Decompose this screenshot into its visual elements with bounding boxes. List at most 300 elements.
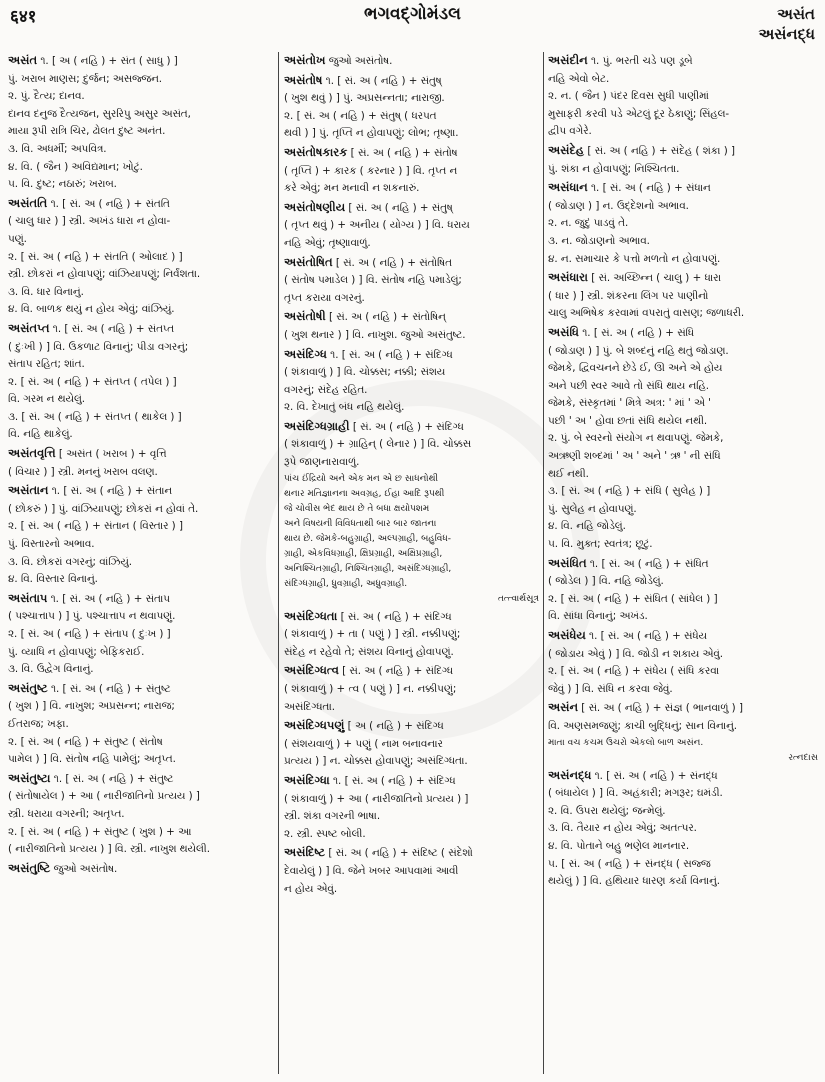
entry-headword: અસંતોષણીય — [284, 199, 346, 214]
entry-line — [548, 360, 818, 378]
entry-line — [8, 159, 274, 177]
entry-line — [548, 215, 818, 233]
entry-text: ( છોકરું ) ] પું. વાંઝિયાપણું; છોકરાં ન હોવાં તે. — [8, 502, 199, 515]
dictionary-entry — [548, 699, 818, 765]
entry-headword: અસંતોખ — [284, 53, 326, 67]
dictionary-entry — [8, 320, 274, 444]
entry-text: જેમકે, સંસ્કૃતમાં ' મિત્રે અત્ર: ' માં ' એ ' — [548, 397, 711, 410]
column-3 — [548, 52, 818, 1074]
entry-text: ( ચાલુ ધાર ) ] સ્ત્રી. અખંડ ધારા ન હોવા- — [8, 215, 171, 228]
entry-text: અને પછી સ્વર આવે તો સંધિ થાય નહિ. — [548, 379, 710, 392]
entry-headword: અસંતુષ્ટા — [8, 770, 51, 785]
entry-line — [548, 305, 818, 323]
entry-headword: અસંધિ — [548, 324, 579, 339]
entry-quotation: જે ચોવીસ ભેદ થાય છે તે બધા ક્ષયોપશમ — [284, 503, 430, 514]
entry-headword: અસંતતિ — [8, 195, 48, 210]
entry-line — [284, 199, 539, 218]
entry-text: પછી ' અ ' હોવા છતાં સંધિ થયેલ નથી. — [548, 414, 708, 427]
entry-text: જુઓ અસંતોષ. — [328, 55, 393, 67]
entry-headword: અસંતોષિત — [284, 254, 333, 269]
entry-text: સંતાપ રહિત; શાંત. — [8, 358, 85, 371]
entry-line — [548, 856, 818, 874]
entry-text: ઈતરાજ; ખફા. — [8, 717, 69, 730]
entry-text: ૨. [ સં. અ ( નહિ ) + સંતપ્ત ( તપેલ ) ] — [8, 375, 177, 388]
entry-headword: અસંત — [8, 53, 38, 67]
entry-text: ૧. [ સં. અ ( નહિ ) + સંધેય — [589, 630, 707, 642]
entry-text: ૧. [ સં. અ ( નહિ ) + સંતાન — [51, 485, 173, 498]
entry-quotation: અનિશ્ચિતગ્રાહી, નિશ્ચિતગ્રાહી, અસંદિગ્ધગ્રાહી, — [284, 563, 452, 574]
entry-text: ૧. [ સં. અ ( નહિ ) + સંતુષ્ — [325, 74, 442, 87]
entry-line — [284, 826, 539, 844]
dictionary-entry — [284, 52, 539, 71]
entry-line — [8, 106, 274, 124]
entry-line — [548, 646, 818, 664]
entry-text: વિ. નહિ થાકેલું. — [8, 428, 73, 441]
entry-text: ( જોડેલ ) ] વિ. નહિ જોડેલું. — [548, 575, 664, 588]
entry-line — [8, 195, 274, 214]
entry-headword: અસંદિગ્ધગ્રાહી — [284, 418, 350, 433]
entry-text: ૨. [ સં. અ ( નહિ ) + સંતુષ્ટ ( સંતોષ — [8, 735, 163, 748]
entry-line — [284, 699, 539, 717]
entry-text: [ અસંત ( ખરાબ ) + વૃત્તિ — [58, 448, 167, 461]
entry-line — [284, 144, 539, 163]
entry-text: [ સં. અચ્છિન્ન ( ચાલુ ) + ધારા — [591, 272, 722, 285]
entry-text: ૩. વિ. તૈયાર ન હોય એવું; અતત્પર. — [548, 822, 697, 835]
book-title: ભગવદ્ગોમંડલ — [364, 4, 461, 24]
entry-text: અઋણી શબ્દમાં ' અ ' અને ' ઋ ' ની સંધિ — [548, 450, 721, 463]
entry-text: ૨. [ સં. અ ( નહિ ) + સંતાન ( વિસ્તાર ) ] — [8, 520, 183, 533]
guide-word-first: અસંત — [777, 5, 815, 23]
entry-text: ( શંકાવાળું ) ] વિ. ચોક્કસ; નક્કી; સંશય — [284, 366, 446, 379]
entry-quotation: ગ્રાહી, એકવિધગ્રાહી, ક્ષિપ્રગ્રાહી, અક્ષિપ્રગ્રાહી, — [284, 548, 443, 559]
entry-line — [284, 235, 539, 253]
entry-line — [8, 788, 274, 806]
entry-text: ૨. [ સં. અ ( નહિ ) + સંતતિ ( ઓલાદ ) ] — [8, 250, 183, 263]
entry-line — [284, 52, 539, 71]
entry-line — [8, 284, 274, 302]
entry-text: [ સં. અ ( નહિ ) + સંતોષિન્ — [328, 311, 446, 324]
entry-text: ( બંધાયેલ ) ] વિ. અહંકારી; મગરૂર; ઘમંડી. — [548, 787, 723, 800]
dictionary-entry — [284, 346, 539, 417]
entry-line — [284, 90, 539, 108]
dictionary-entry — [284, 308, 539, 344]
entry-line — [548, 448, 818, 466]
entry-text: ૩. ન. જોડાણનો અભાવ. — [548, 234, 650, 247]
entry-line — [8, 176, 274, 194]
entry-line — [8, 860, 274, 879]
entry-text: ૩. [ સં. અ ( નહિ ) + સંતપ્ત ( થાકેલ ) ] — [8, 410, 182, 423]
dictionary-entry — [8, 590, 274, 679]
entry-text: ૧. [ સં. અ ( નહિ ) + સંધિ — [582, 326, 695, 339]
quotation-source: રત્નદાસ — [788, 752, 818, 763]
entry-text: ૨. પું. બે સ્વરનો સંયોગ ન થવાપણું. જેમકે, — [548, 432, 724, 445]
entry-headword: અસંદેહ — [548, 142, 585, 157]
entry-text: [ સં. અ ( નહિ ) + સંદિગ્ધ — [340, 610, 452, 623]
entry-text: ૪. વિ. બાળક થયું ન હોય એવું; વાંઝિયું. — [8, 303, 175, 316]
entry-text: ( ખુશ ) ] વિ. નાખુશ; અપ્રસન્ન; નારાજ; — [8, 700, 175, 713]
entry-line — [284, 418, 539, 437]
entry-line — [8, 608, 274, 626]
entry-text: કરે એવું; મન મનાવી ન શકનારું. — [284, 182, 420, 195]
entry-text: થઈ નથી. — [548, 467, 589, 480]
entry-line — [548, 591, 818, 609]
page-header — [0, 0, 825, 58]
entry-line — [548, 573, 818, 591]
entry-headword: અસંદિષ્ટ — [284, 845, 326, 860]
entry-text: વિ. સાંધા વિનાનું; અખંડ. — [548, 610, 648, 623]
entry-headword: અસંતવૃત્તિ — [8, 446, 56, 461]
entry-text: ( તૃપ્ત થવું ) + અનીય ( યોગ્ય ) ] વિ. ધરાય — [284, 219, 470, 232]
entry-line — [8, 501, 274, 519]
entry-line — [284, 436, 539, 454]
entry-line — [8, 661, 274, 679]
entry-text: ( શંકાવાળું ) + ત્વ ( પણું ) ] ન. નક્કીપણું; — [284, 683, 457, 696]
dictionary-entry — [548, 142, 818, 178]
entry-line — [8, 571, 274, 589]
entry-line — [284, 382, 539, 400]
entry-line — [8, 644, 274, 662]
entry-text: ( જોડાય એવું ) ] વિ. જોડી ન શકાય એવું. — [548, 647, 724, 660]
dictionary-entry — [284, 72, 539, 143]
entry-line — [8, 734, 274, 752]
entry-line — [8, 52, 274, 71]
entry-line — [284, 808, 539, 826]
entry-line — [8, 391, 274, 409]
column-1 — [8, 52, 274, 1074]
entry-line — [548, 288, 818, 306]
entry-line — [8, 554, 274, 572]
entry-text: ( વિચાર ) ] સ્ત્રી. મનનું ખરાબ વલણ. — [8, 465, 158, 478]
entry-text: વિ. ગરમ ન થયેલું. — [8, 393, 86, 406]
guide-word-last: અસંનદ્ધ — [758, 25, 815, 43]
entry-line — [284, 454, 539, 472]
entry-text: ૫. [ સં. અ ( નહિ ) + સંનદ્ધ ( સજ્જ — [548, 857, 711, 870]
entry-text: ૧. [ સં. અ ( નહિ ) + સંદિગ્ધ — [332, 775, 456, 787]
entry-line — [8, 482, 274, 501]
entry-line — [548, 483, 818, 501]
entry-line — [8, 751, 274, 769]
entry-text: [ સં. અ ( નહિ ) + સંદેહ ( શંકા ) ] — [587, 144, 736, 157]
entry-line — [548, 395, 818, 413]
entry-line — [548, 718, 818, 736]
entry-text: પું. વ્યાધિ ન હોવાપણું; બેફિકરાઈ. — [8, 645, 145, 658]
entry-text: સ્ત્રી. છોકરાં ન હોવાપણું; વાંઝિયાપણું; નિર્વંશતા. — [8, 268, 201, 281]
entry-line — [548, 198, 818, 216]
entry-text: સંદેહ ન રહેવો તે; સંશય વિનાનું હોવાપણું. — [284, 645, 454, 658]
entry-line — [548, 413, 818, 431]
entry-line — [284, 125, 539, 143]
entry-line — [8, 88, 274, 106]
dictionary-entry — [8, 770, 274, 859]
entry-line — [8, 626, 274, 644]
entry-text: ૨. ન. જુદું પાડવું તે. — [548, 217, 629, 230]
entry-line — [284, 717, 539, 736]
entry-headword: અસંદિગ્ધતા — [284, 608, 338, 623]
entry-text: [ સં. અ ( નહિ ) + સંદિગ્ધ — [352, 420, 464, 433]
entry-line — [284, 254, 539, 273]
entry-line — [8, 426, 274, 444]
entry-line — [8, 590, 274, 609]
entry-text: ( શંકાવાળું ) + તા ( પણું ) ] સ્ત્રી. નક્કીપણું; — [284, 628, 461, 641]
entry-text: ૨. [ સં. અ ( નહિ ) + સંતાપ ( દુઃખ ) ] — [8, 628, 171, 640]
dictionary-entry — [548, 627, 818, 698]
entry-line — [284, 662, 539, 681]
entry-line — [548, 767, 818, 786]
entry-headword: અસંતોષકારક — [284, 144, 348, 159]
entry-line — [8, 141, 274, 159]
entry-line — [8, 231, 274, 249]
entry-line — [548, 378, 818, 396]
entry-line — [8, 266, 274, 284]
entry-headword: અસંદિગ્ધપણું — [284, 718, 345, 733]
entry-line — [8, 320, 274, 339]
entry-line — [548, 820, 818, 838]
entry-line — [548, 88, 818, 106]
entry-text: વિ. અણસમજણું; કાચી બુદ્ધિનું; સાન વિનાનું. — [548, 719, 738, 732]
entry-text: ૧. [ સં. અ ( નહિ ) + સંતુષ્ટ — [50, 682, 171, 695]
entry-text: ( જોડાણ ) ] ન. ઉદ્દેશનો અભાવ. — [548, 199, 689, 212]
entry-text: ૫. વિ. દુષ્ટ; નઠારું; ખરાબ. — [8, 178, 117, 191]
entry-text: ૨. [ સં. અ ( નહિ ) + સંધેય ( સંધિ કરવા — [548, 665, 720, 678]
entry-line — [284, 626, 539, 644]
entry-line — [8, 518, 274, 536]
entry-text: ૧. પું. ભરતી ચડે પણ ડૂબે — [591, 55, 693, 67]
entry-line — [284, 644, 539, 662]
entry-text: ( તૃપ્તિ ) + કારક ( કરનાર ) ] વિ. તૃપ્ત ન — [284, 164, 458, 177]
entry-headword: અસંતોષ — [284, 72, 323, 87]
entry-headword: અસંતુષ્ટિ — [8, 860, 51, 875]
entry-line — [284, 108, 539, 126]
entry-line — [548, 699, 818, 718]
entry-headword: અસંન — [548, 700, 579, 715]
entry-line — [8, 409, 274, 427]
entry-text: ૪. વિ. વિસ્તાર વિનાનું. — [8, 573, 98, 586]
entry-text: પણું. — [8, 232, 27, 245]
entry-line — [284, 399, 539, 417]
dictionary-entry — [8, 680, 274, 769]
entry-line — [548, 501, 818, 519]
entry-line — [548, 518, 818, 536]
entry-line — [8, 716, 274, 734]
guide-words — [758, 4, 815, 44]
entry-text: થયેલું ) ] વિ. હથિયાર ધારણ કર્યા વિનાનું. — [548, 875, 721, 888]
entry-text: ન હોય એવું. — [284, 882, 338, 895]
entry-text: ૨. વિ. દેખાતું બંધ નહિ થયેલું. — [284, 401, 405, 414]
entry-line — [8, 536, 274, 554]
entry-line — [284, 180, 539, 198]
entry-text: ૨. ન. ( જૈન ) પંદર દિવસ સુધી પાણીમાં — [548, 90, 709, 103]
entry-line — [284, 753, 539, 771]
entry-text: ૧. [ સં. અ ( નહિ ) + સંધિત — [589, 557, 709, 570]
dictionary-entry — [284, 844, 539, 898]
entry-text: સ્ત્રી. ધરાયા વગરની; અતૃપ્ત. — [8, 807, 125, 820]
entry-quotation: થાય છે. જેમકે-બહુગ્રાહી, અલ્પગ્રાહી, બહુવિધ- — [284, 533, 451, 544]
entry-line — [8, 356, 274, 374]
entry-line — [548, 838, 818, 856]
entry-text: ૫. વિ. મુક્ત; સ્વતંત્ર; છૂટું. — [548, 538, 653, 551]
entry-text: સ્ત્રી. શંકા વગરની ભાષા. — [284, 810, 381, 823]
entry-headword: અસંધેય — [548, 628, 586, 642]
entry-text: જેવું ) ] વિ. સંધિ ન કરવા જેવું. — [548, 682, 673, 695]
entry-line — [284, 346, 539, 365]
entry-line — [548, 123, 818, 141]
entry-quotation: માતા વચ કચમ ઉચરો એકલો બાળ અસંન. — [548, 737, 704, 748]
entry-text: ૨. વિ. ઉપરા થયેલું; જન્મેલું. — [548, 804, 666, 817]
entry-line — [548, 466, 818, 484]
entry-line — [8, 841, 274, 859]
entry-text: ૪. વિ. પોતાને બહુ ભણેલ માનનાર. — [548, 839, 690, 852]
entry-line — [8, 249, 274, 267]
entry-text: ૧. [ સં. અ ( નહિ ) + સંદિગ્ધ — [330, 348, 453, 361]
entry-line — [548, 627, 818, 646]
entry-text: ( સંશયવાળું ) + પણું ( નામ બનાવનાર — [284, 737, 443, 750]
entry-text: ૩. વિ. અધર્મી; અપવિત્ર. — [8, 142, 107, 155]
dictionary-entry — [284, 144, 539, 198]
entry-line — [284, 736, 539, 754]
entry-text: ૪. વિ. ( જૈન ) અવિદ્યમાન; ખોટું. — [8, 160, 143, 173]
entry-text: ૧. [ સં. અ ( નહિ ) + સંનદ્ધ — [594, 769, 718, 782]
entry-line — [284, 290, 539, 308]
entry-headword: અસંધાન — [548, 180, 588, 195]
entry-text: ( સંતોષાયેલ ) + આ ( નારીજાતિનો પ્રત્યય ) ] — [8, 790, 200, 803]
entry-text: ૧. [ સં. અ ( નહિ ) + સંતાપ — [50, 592, 170, 605]
entry-text: પું. શંકા ન હોવાપણું; નિશ્ચિતતા. — [548, 162, 680, 175]
entry-headword: અસંધિત — [548, 555, 587, 570]
entry-line — [8, 123, 274, 141]
entry-headword: અસંધારા — [548, 270, 588, 285]
entry-headword: અસંતુષ્ટ — [8, 680, 48, 695]
entry-line — [548, 343, 818, 361]
entry-line — [548, 251, 818, 269]
dictionary-entry — [284, 199, 539, 253]
entry-line — [548, 873, 818, 891]
entry-line — [548, 803, 818, 821]
entry-text: દેવાયેલું ) ] વિ. જેને ખબર આપવામાં આવી — [284, 864, 459, 877]
entry-text: ૪. ન. સમાચાર કે પત્તો મળતો ન હોવાપણું. — [548, 252, 721, 265]
entry-text: પું. સુલેહ ન હોવાપણું. — [548, 502, 637, 515]
entry-text: ૨. [ સં. અ ( નહિ ) + સંતુષ્ ( ધરપત — [284, 109, 437, 122]
dictionary-entry — [8, 482, 274, 589]
entry-text: ૧. [ અ ( નહિ ) + સંત ( સાધુ ) ] — [40, 55, 178, 67]
entry-line — [284, 72, 539, 91]
dictionary-entry — [548, 767, 818, 891]
entry-text: ૨. [ સં. અ ( નહિ ) + સંતુષ્ટ ( ખુશ ) + આ — [8, 825, 192, 838]
entry-line — [284, 681, 539, 699]
entry-text: દ્વીપ વગેરે. — [548, 125, 592, 138]
entry-text: ( શંકાવાળું ) + ગ્રાહિન્ ( લેનાર ) ] વિ. ચોક્કસ — [284, 438, 472, 451]
entry-text: ( નારીજાતિનો પ્રત્યય ) ] વિ. સ્ત્રી. નાખુશ થયેલી. — [8, 843, 210, 856]
entry-text: ૧. [ સં. અ ( નહિ ) + સંતુષ્ટ — [53, 772, 174, 785]
entry-text: દાનવ દનુજ દૈત્યજન, સુરરિપુ અસુર અસંત, — [8, 107, 191, 120]
dictionary-entry — [284, 418, 539, 607]
entry-text: [ સં. અ ( નહિ ) + સંતોષિત — [335, 256, 452, 269]
entry-text: પું. ખરાબ માણસ; દુર્જન; અસજ્જન. — [8, 72, 163, 85]
dictionary-entry — [284, 717, 539, 771]
entry-line — [548, 430, 818, 448]
entry-text: [ સં. અ ( નહિ ) + સંદિષ્ટ ( સંદેશો — [328, 847, 473, 860]
entry-line — [284, 608, 539, 627]
entry-line — [8, 445, 274, 464]
entry-text: [ સં. અ ( નહિ ) + સંજ્ઞ ( ભાનવાળું ) ] — [581, 702, 743, 715]
entry-text: ( જોડાણ ) ] પું. બે શબ્દનું નહિ થતું જોડાણ. — [548, 344, 729, 357]
entry-text: જુઓ અસંતોષ. — [53, 862, 118, 875]
entry-text: [ સં. અ ( નહિ ) + સંદિગ્ધ — [342, 665, 454, 678]
entry-headword: અસંતાપ — [8, 590, 48, 605]
entry-text: ૩. વિ. ઉદ્વેગ વિનાનું. — [8, 663, 94, 676]
entry-line — [284, 881, 539, 899]
column-divider — [278, 52, 279, 1074]
entry-headword: અસંદીન — [548, 53, 588, 67]
entry-text: વગરનું; સંદેહ રહિત. — [284, 383, 368, 396]
entry-text: તૃપ્ત કરાયા વગરનું. — [284, 291, 365, 304]
entry-line — [284, 772, 539, 791]
page-number: ६४१ — [10, 7, 37, 27]
quotation-source: તત્ત્વાર્થસૂત્ર — [497, 593, 539, 604]
entry-text: ( સંતોષ પમાડેલ ) ] વિ. સંતોષ નહિ પમાડેલું; — [284, 274, 462, 287]
entry-text: [ સં. અ ( નહિ ) + સંતોષ — [350, 146, 458, 159]
entry-line — [284, 327, 539, 345]
entry-line — [548, 785, 818, 803]
dictionary-entry — [548, 555, 818, 626]
entry-text: પ્રત્યય ) ] ન. ચોક્કસ હોવાપણું; અસંદિગ્ધતા. — [284, 755, 468, 768]
entry-line — [548, 681, 818, 699]
dictionary-entry — [8, 445, 274, 481]
entry-line — [548, 663, 818, 681]
entry-line — [548, 269, 818, 288]
entry-line — [548, 52, 818, 71]
entry-text: ૧. [ સં. અ ( નહિ ) + સંતતિ — [50, 197, 170, 210]
entry-line — [8, 374, 274, 392]
entry-text: પામેલ ) ] વિ. સંતોષ નહિ પામેલું; અતૃપ્ત. — [8, 753, 176, 766]
entry-line — [548, 106, 818, 124]
entry-headword: અસંદિગ્ધા — [284, 773, 330, 787]
entry-headword: અસંતાન — [8, 483, 49, 498]
entry-text: ૨. સ્ત્રી. સ્પષ્ટ બોલી. — [284, 827, 366, 840]
column-2 — [284, 52, 539, 1074]
entry-text: ૧. [ સં. અ ( નહિ ) + સંતપ્ત — [52, 322, 175, 335]
dictionary-entry — [284, 254, 539, 308]
column-divider — [543, 52, 544, 1074]
entry-text: ( ધાર ) ] સ્ત્રી. શંકરના લિંગ પર પાણીનો — [548, 289, 709, 302]
entry-line — [8, 806, 274, 824]
entry-line — [548, 142, 818, 161]
entry-text: ( ખુશ થવું ) ] પું. અપ્રસન્નતા; નારાજી. — [284, 92, 445, 105]
entry-quotation: થનાર મતિજ્ઞાનના અવગ્રહ, ઈહા આદિ રૂપથી — [284, 488, 445, 499]
entry-line — [548, 71, 818, 89]
dictionary-entry — [548, 52, 818, 141]
entry-quotation: પાંચ ઈંદ્રિયો અને એક મન એ છ સાધનોથી — [284, 473, 439, 484]
entry-line — [284, 364, 539, 382]
entry-line — [284, 163, 539, 181]
entry-text: [ અ ( નહિ ) + સંદિગ્ધ — [347, 720, 444, 733]
entry-line — [548, 161, 818, 179]
entry-line — [284, 791, 539, 809]
entry-headword: અસંદિગ્ધ — [284, 346, 327, 361]
entry-text: ( શંકાવાળું ) + આ ( નારીજાતિનો પ્રત્યય ) ] — [284, 792, 469, 805]
entry-line — [284, 217, 539, 235]
entry-text: નહિ એવો બેટ. — [548, 72, 610, 85]
entry-line — [284, 272, 539, 290]
entry-text: પું. વિસ્તારનો અભાવ. — [8, 538, 95, 551]
entry-headword: અસંદિગ્ધત્વ — [284, 663, 339, 678]
entry-text: ૨. [ સં. અ ( નહિ ) + સંધિત ( સાંધેલ ) ] — [548, 592, 718, 605]
entry-headword: અસંતપ્ત — [8, 320, 50, 335]
entry-line — [8, 680, 274, 699]
entry-text: નહિ એવું; તૃષ્ણાવાળું. — [284, 236, 371, 249]
entry-text: મુસાફરી કરવી પડે એટલું દૂર ઠેકાણું; સિંહલ- — [548, 107, 730, 120]
entry-line — [284, 863, 539, 881]
dictionary-entry — [548, 324, 818, 554]
